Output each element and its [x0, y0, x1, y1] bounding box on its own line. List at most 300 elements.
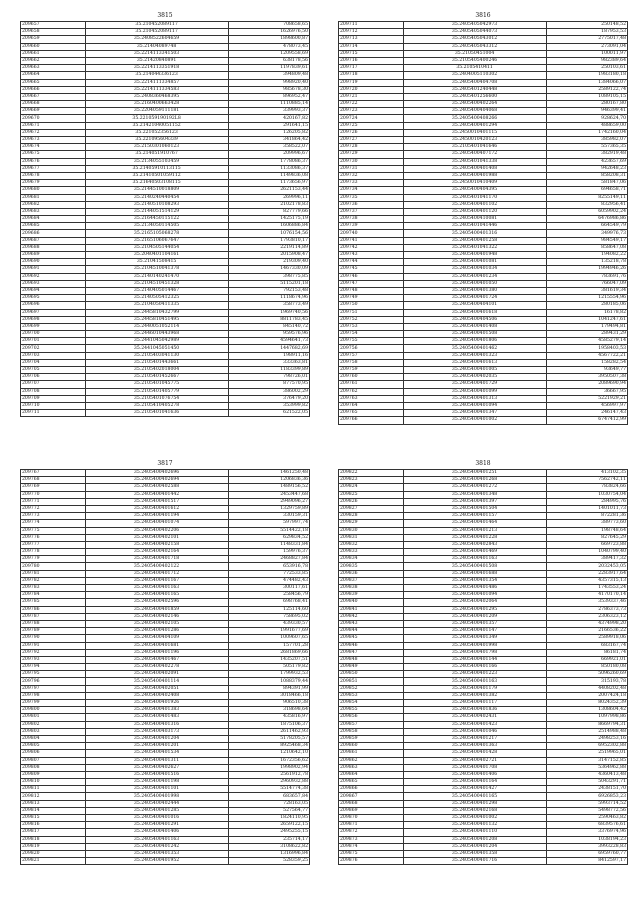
row-id-cell: 209806 — [21, 750, 86, 757]
reference-cell: 35.2405401041322 — [403, 244, 546, 251]
table-row — [21, 491, 310, 498]
table-row — [339, 252, 628, 259]
reference-cell: 35.2405400404068 — [403, 108, 546, 115]
table-row — [339, 836, 628, 843]
table-row — [339, 287, 628, 294]
reference-cell: 35.2405400401165 — [85, 592, 228, 599]
row-id-cell: 209804 — [21, 735, 86, 742]
table-row — [339, 793, 628, 800]
table-row — [21, 201, 310, 208]
amount-cell: 2007424,18 — [546, 692, 627, 699]
amount-cell: 250103,61 — [546, 65, 627, 72]
amount-cell: 2514988,48 — [546, 728, 627, 735]
table-row — [21, 230, 310, 237]
table-row — [21, 700, 310, 707]
reference-cell: 35.221059190192L8 — [85, 115, 228, 122]
amount-cell: 928624,70 — [546, 115, 627, 122]
amount-cell: 894391,99 — [228, 685, 309, 692]
reference-cell: 35.2450010401115 — [403, 129, 546, 136]
row-id-cell: 209786 — [21, 606, 86, 613]
table-row — [339, 323, 628, 330]
amount-cell: 339993,37 — [228, 108, 309, 115]
row-id-cell: 209671 — [21, 122, 86, 129]
amount-cell: 528359,25 — [228, 858, 309, 865]
row-id-cell: 209858 — [339, 728, 404, 735]
amount-cell: 698768,41 — [228, 599, 309, 606]
reference-cell: 35.2405400401165 — [403, 793, 546, 800]
reference-cell: 35.2445810432799 — [85, 309, 228, 316]
table-row — [339, 707, 628, 714]
reference-cell: 35.214044336123 — [85, 72, 228, 79]
row-id-cell: 209679 — [21, 180, 86, 187]
row-id-cell: 209747 — [339, 280, 404, 287]
amount-cell: 280185,06 — [546, 302, 627, 309]
table-row — [21, 410, 310, 417]
table-row — [339, 57, 628, 64]
amount-cell: 1148331,84 — [228, 541, 309, 548]
amount-cell: 2015908,47 — [228, 252, 309, 259]
row-id-cell: 209731 — [339, 165, 404, 172]
amount-cell: 394809,48 — [228, 72, 309, 79]
row-id-cell: 209792 — [21, 649, 86, 656]
reference-cell: 35.2405400401613 — [403, 359, 546, 366]
amount-cell: 1133086,37 — [228, 165, 309, 172]
table-row — [339, 172, 628, 179]
amount-cell: 1447682,69 — [228, 345, 309, 352]
amount-cell: 6839576,61 — [546, 822, 627, 829]
row-id-cell: 209743 — [339, 252, 404, 259]
table-row — [21, 534, 310, 541]
table-row — [21, 381, 310, 388]
amount-cell: 100011,97 — [546, 50, 627, 57]
table-row — [339, 374, 628, 381]
row-id-cell: 209825 — [339, 491, 404, 498]
table-row — [339, 402, 628, 409]
reference-cell: 35.2405400403173 — [85, 728, 228, 735]
amount-cell: 1875106,37 — [228, 721, 309, 728]
amount-cell: 235714,17 — [228, 836, 309, 843]
row-id-cell: 209758 — [339, 359, 404, 366]
row-id-cell: 209715 — [339, 50, 404, 57]
amount-cell: 1030754,04 — [546, 491, 627, 498]
amount-cell: 1969740,56 — [228, 309, 309, 316]
reference-cell: 35.2405400402168 — [403, 807, 546, 814]
row-id-cell: 209719 — [339, 79, 404, 86]
amount-cell: 341864,42 — [228, 137, 309, 144]
amount-cell: 158282,54 — [546, 359, 627, 366]
row-id-cell: 209707 — [21, 381, 86, 388]
amount-cell: 872281,36 — [546, 513, 627, 520]
table-row — [339, 764, 628, 771]
reference-cell: 35.2445810451495 — [85, 316, 228, 323]
row-id-cell: 209777 — [21, 541, 86, 548]
row-id-cell: 209667 — [21, 93, 86, 100]
amount-cell: 36667,95 — [546, 388, 627, 395]
amount-cell: 1461250,48 — [228, 470, 309, 477]
amount-cell: 1329759,89 — [228, 505, 309, 512]
reference-cell: 35.2140510108293 — [85, 201, 228, 208]
amount-cell: 942648,23 — [546, 165, 627, 172]
reference-cell: 35.2405400401157 — [403, 513, 546, 520]
amount-cell: 1041247,61 — [546, 316, 627, 323]
amount-cell: 669921,01 — [546, 656, 627, 663]
table-row — [339, 417, 628, 424]
table-row — [339, 266, 628, 273]
amount-cell: 1958403,53 — [546, 345, 627, 352]
table-row — [21, 678, 310, 685]
reference-cell: 35.221095604339 — [85, 137, 228, 144]
amount-cell: 273091,04 — [546, 43, 627, 50]
reference-cell: 35.2405400401094 — [403, 592, 546, 599]
row-id-cell: 209847 — [339, 649, 404, 656]
amount-cell: 2589122,74 — [546, 86, 627, 93]
row-id-cell: 209814 — [21, 807, 86, 814]
reference-cell: 35.2405400401286 — [85, 628, 228, 635]
amount-cell: 527564,77 — [228, 807, 309, 814]
table-row — [339, 302, 628, 309]
table-row — [339, 570, 628, 577]
table-row — [21, 144, 310, 151]
reference-cell: 35.2405400401268 — [403, 477, 546, 484]
table-row — [21, 65, 310, 72]
table-row — [339, 65, 628, 72]
amount-cell: 653916,78 — [228, 563, 309, 570]
row-id-cell: 209841 — [339, 606, 404, 613]
reference-cell: 35.2405400401050 — [403, 280, 546, 287]
row-id-cell: 209762 — [339, 388, 404, 395]
reference-cell: 35.2405400401099 — [403, 388, 546, 395]
table-row — [339, 201, 628, 208]
amount-cell: 783691,76 — [546, 273, 627, 280]
reference-cell: 35.2405401256600 — [403, 93, 546, 100]
amount-cell: 4357315,13 — [546, 577, 627, 584]
amount-cell: 1994946,26 — [546, 266, 627, 273]
row-id-cell: 209810 — [21, 779, 86, 786]
row-id-cell: 209663 — [21, 65, 86, 72]
amount-cell: 1626976,50 — [228, 29, 309, 36]
reference-cell: 35.2405400401242 — [85, 843, 228, 850]
reference-cell: 35.2405400401462 — [403, 345, 546, 352]
table-row — [21, 259, 310, 266]
table-row — [339, 470, 628, 477]
reference-cell: 35.2405400401483 — [85, 714, 228, 721]
row-id-cell: 209783 — [21, 585, 86, 592]
reference-cell: 35.2405400401316 — [85, 721, 228, 728]
page-number: 3818 — [475, 460, 491, 467]
table-row — [339, 628, 628, 635]
reference-cell: 35.2405400401486 — [403, 585, 546, 592]
amount-cell: 985678,30 — [228, 86, 309, 93]
row-id-cell: 209770 — [21, 491, 86, 498]
reference-cell: 35.2405400401251 — [403, 470, 546, 477]
table-row — [21, 323, 310, 330]
amount-cell: 2519965,01 — [546, 750, 627, 757]
ledger-table — [338, 469, 628, 865]
row-id-cell: 209831 — [339, 534, 404, 541]
reference-cell: 35.2405400402627 — [85, 764, 228, 771]
table-row — [21, 541, 310, 548]
reference-cell: 35.2405405044073 — [403, 29, 546, 36]
row-id-cell: 209787 — [21, 613, 86, 620]
table-row — [339, 230, 628, 237]
reference-cell: 35.2405400401988 — [403, 172, 546, 179]
row-id-cell: 209817 — [21, 829, 86, 836]
table-row — [21, 352, 310, 359]
table-row — [339, 534, 628, 541]
row-id-cell: 209690 — [21, 259, 86, 266]
row-id-cell: 209840 — [339, 599, 404, 606]
table-row — [21, 549, 310, 556]
reference-cell: 35.2105410411 — [403, 65, 546, 72]
amount-cell: 1097998,86 — [546, 714, 627, 721]
table-row — [21, 771, 310, 778]
table-row — [339, 79, 628, 86]
amount-cell: 1778086,37 — [228, 158, 309, 165]
table-row — [339, 216, 628, 223]
amount-cell: 683657,84 — [228, 793, 309, 800]
row-id-cell: 209687 — [21, 237, 86, 244]
table-row — [339, 108, 628, 115]
table-row — [21, 793, 310, 800]
reference-cell: 35.2405400402051 — [85, 685, 228, 692]
table-row — [21, 345, 310, 352]
row-id-cell: 209836 — [339, 570, 404, 577]
row-id-cell: 209686 — [21, 230, 86, 237]
amount-cell: 1425175,19 — [228, 216, 309, 223]
reference-cell: 35.2405400401204 — [403, 843, 546, 850]
row-id-cell: 209682 — [21, 201, 86, 208]
reference-cell: 35.2405400402105 — [85, 620, 228, 627]
reference-cell: 35.2405400401836 — [403, 707, 546, 714]
table-row — [21, 273, 310, 280]
amount-cell: 4567722,21 — [546, 352, 627, 359]
amount-cell: 3993228,83 — [546, 843, 627, 850]
table-row — [339, 549, 628, 556]
amount-cell: 4408202,48 — [546, 685, 627, 692]
table-row — [339, 338, 628, 345]
row-id-cell: 209766 — [339, 417, 404, 424]
table-row — [21, 57, 310, 64]
reference-cell: 35.2405400401285 — [85, 807, 228, 814]
row-id-cell: 209830 — [339, 527, 404, 534]
row-id-cell: 209821 — [21, 858, 86, 865]
reference-cell: 35.2405400401383 — [85, 707, 228, 714]
row-id-cell: 209872 — [339, 829, 404, 836]
reference-cell: 35.210452089117 — [85, 22, 228, 29]
reference-cell: 35.2144051514129 — [85, 208, 228, 215]
row-id-cell: 209874 — [339, 843, 404, 850]
reference-cell: 35.2405400401291 — [85, 822, 228, 829]
table-row — [21, 628, 310, 635]
row-id-cell: 209791 — [21, 642, 86, 649]
reference-cell: 35.2214113351918 — [85, 65, 228, 72]
row-id-cell: 209754 — [339, 331, 404, 338]
table-row — [339, 800, 628, 807]
amount-cell: 1467330,09 — [228, 266, 309, 273]
table-row — [339, 244, 628, 251]
row-id-cell: 209734 — [339, 187, 404, 194]
row-id-cell: 209827 — [339, 505, 404, 512]
table-row — [21, 172, 310, 179]
amount-cell: 581847,06 — [546, 180, 627, 187]
amount-cell: 1384066,07 — [546, 79, 627, 86]
amount-cell: 386002,29 — [228, 388, 309, 395]
row-id-cell: 209660 — [21, 43, 86, 50]
reference-cell: 35.2405400401316 — [403, 230, 546, 237]
reference-cell: 35.2405400402431 — [403, 714, 546, 721]
amount-cell: 1206836,36 — [228, 477, 309, 484]
amount-cell: 289431,29 — [546, 331, 627, 338]
row-id-cell: 209750 — [339, 302, 404, 309]
table-row — [21, 151, 310, 158]
table-row — [21, 664, 310, 671]
row-id-cell: 209720 — [339, 86, 404, 93]
table-row — [21, 477, 310, 484]
row-id-cell: 209805 — [21, 743, 86, 750]
table-row — [339, 29, 628, 36]
table-row — [339, 93, 628, 100]
amount-cell: 8255149,11 — [546, 194, 627, 201]
amount-cell: 86181,74 — [546, 649, 627, 656]
amount-cell: 5514774,38 — [228, 786, 309, 793]
table-row — [339, 807, 628, 814]
reference-cell: 35.2405400401688 — [403, 570, 546, 577]
table-row — [339, 101, 628, 108]
table-row — [21, 287, 310, 294]
row-id-cell: 209768 — [21, 477, 86, 484]
amount-cell: 3018466,18 — [228, 692, 309, 699]
row-id-cell: 209800 — [21, 707, 86, 714]
table-row — [339, 592, 628, 599]
row-id-cell: 209749 — [339, 295, 404, 302]
reference-cell: 35.2405400402444 — [85, 800, 228, 807]
reference-cell: 35.2105403041130 — [85, 352, 228, 359]
reference-cell: 35.2405400402035 — [403, 374, 546, 381]
amount-cell: 2561912,78 — [228, 771, 309, 778]
amount-cell: 330159,31 — [228, 513, 309, 520]
reference-cell: 35.2405400404506 — [403, 316, 546, 323]
reference-cell: 35.2405400402408 — [85, 692, 228, 699]
table-row — [21, 620, 310, 627]
amount-cell: 2453447,68 — [228, 491, 309, 498]
table-row — [21, 757, 310, 764]
table-row — [339, 352, 628, 359]
table-row — [21, 498, 310, 505]
table-row — [21, 208, 310, 215]
row-id-cell: 209752 — [339, 316, 404, 323]
amount-cell: 1998902,94 — [228, 764, 309, 771]
amount-cell: 478073,45 — [228, 43, 309, 50]
reference-cell: 35.2405400401353 — [85, 850, 228, 857]
reference-cell: 35.2405400402164 — [85, 549, 228, 556]
reference-cell: 35.2405400401952 — [85, 858, 228, 865]
reference-cell: 35.2441045042989 — [85, 338, 228, 345]
table-row — [21, 513, 310, 520]
table-row — [21, 194, 310, 201]
reference-cell: 35.2441045051450 — [85, 345, 228, 352]
amount-cell: 1308604,42 — [546, 707, 627, 714]
amount-cell: 194082,22 — [546, 252, 627, 259]
reference-cell: 35.2405400401311 — [85, 757, 228, 764]
table-row — [21, 280, 310, 287]
row-id-cell: 209703 — [21, 352, 86, 359]
reference-cell: 35.2405400401002 — [403, 815, 546, 822]
amount-cell: 398775,85 — [228, 273, 309, 280]
reference-cell: 35.2405400401163 — [403, 678, 546, 685]
amount-cell: 5178205,57 — [228, 735, 309, 742]
row-id-cell: 209779 — [21, 556, 86, 563]
table-row — [339, 685, 628, 692]
reference-cell: 35.2405400401382 — [403, 692, 546, 699]
row-id-cell: 209760 — [339, 374, 404, 381]
row-id-cell: 209785 — [21, 599, 86, 606]
reference-cell: 35.2140505412325 — [85, 295, 228, 302]
reference-cell: 35.2405400402843 — [403, 541, 546, 548]
amount-cell: 1672356,62 — [228, 757, 309, 764]
reference-cell: 35.2405400401163 — [403, 556, 546, 563]
amount-cell: 1009607,65 — [228, 635, 309, 642]
table-row — [21, 79, 310, 86]
table-row — [21, 685, 310, 692]
table-row — [339, 750, 628, 757]
reference-cell: 35.2405400401101 — [85, 786, 228, 793]
reference-cell: 35.2405400401074 — [85, 520, 228, 527]
amount-cell: 3376974,96 — [546, 829, 627, 836]
row-id-cell: 209854 — [339, 700, 404, 707]
reference-cell: 35.2144510018809 — [85, 187, 228, 194]
table-row — [21, 122, 310, 129]
amount-cell: 877570,95 — [228, 381, 309, 388]
amount-cell: 1793810,17 — [228, 237, 309, 244]
row-id-cell: 209691 — [21, 266, 86, 273]
table-row — [339, 520, 628, 527]
table-row — [21, 331, 310, 338]
amount-cell: 1401011,73 — [546, 505, 627, 512]
table-row — [339, 280, 628, 287]
amount-cell: 5096260,69 — [546, 671, 627, 678]
row-id-cell: 209702 — [21, 345, 86, 352]
reference-cell: 35.2405400401469 — [403, 549, 546, 556]
reference-cell: 35.2405400401712 — [85, 570, 228, 577]
reference-cell: 35.2405405043012 — [403, 36, 546, 43]
reference-cell: 35.2405400401114 — [85, 678, 228, 685]
amount-cell: 353999,82 — [228, 402, 309, 409]
table-row — [21, 50, 310, 57]
amount-cell: 832956,41 — [546, 201, 627, 208]
table-row — [21, 374, 310, 381]
reference-cell: 35.2214111334857 — [85, 79, 228, 86]
reference-cell: 35.2405400401408 — [403, 323, 546, 330]
reference-cell: 35.2408360468395 — [85, 93, 228, 100]
table-row — [339, 563, 628, 570]
reference-cell: 35.2405400401294 — [403, 122, 546, 129]
table-row — [21, 656, 310, 663]
row-id-cell: 209681 — [21, 194, 86, 201]
reference-cell: 35.2405400401534 — [85, 750, 228, 757]
amount-cell: 1089105,15 — [546, 93, 627, 100]
amount-cell: 8024352,39 — [546, 700, 627, 707]
amount-cell: 4170170,14 — [546, 592, 627, 599]
row-id-cell: 209812 — [21, 793, 86, 800]
reference-cell: 35.2405400401201 — [85, 743, 228, 750]
amount-cell: 8412597,17 — [546, 858, 627, 865]
amount-cell: 1898600,87 — [228, 36, 309, 43]
amount-cell: 505179,82 — [228, 664, 309, 671]
reference-cell: 35.2405400402596 — [85, 599, 228, 606]
table-row — [21, 101, 310, 108]
reference-cell: 35.2405400401926 — [85, 700, 228, 707]
amount-cell: 3950507,38 — [546, 374, 627, 381]
